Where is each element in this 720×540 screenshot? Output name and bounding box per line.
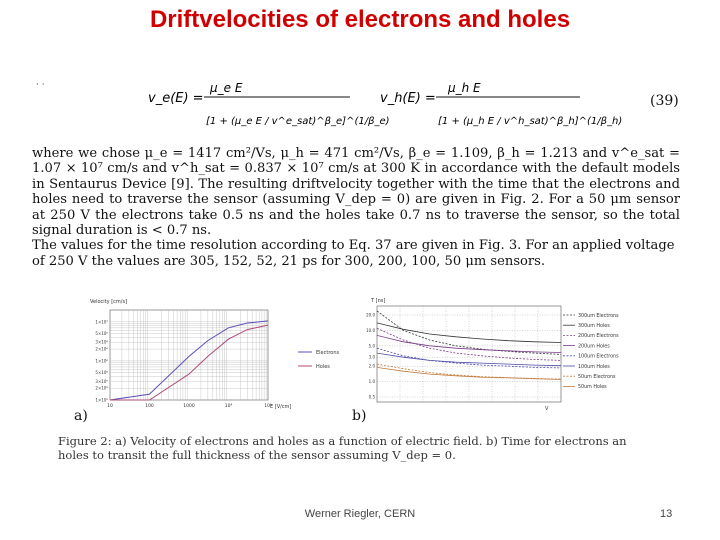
slide-title: Driftvelocities of electrons and holes <box>149 6 571 33</box>
transit-time-chart-grid <box>377 306 561 402</box>
transit-y-tick: 0.5 <box>368 394 375 400</box>
transit-legend-label: 200um Electrons <box>578 334 619 340</box>
ve-denominator: [1 + (μ_e E / v^e_sat)^β_e]^(1/β_e) <box>206 116 390 127</box>
velocity-chart-xlabel: E [V/cm] <box>270 404 292 410</box>
transit-legend-label: 300um Electrons <box>578 313 619 319</box>
transit-y-tick: 10.0 <box>366 327 375 333</box>
velocity-x-tick: 10⁴ <box>224 404 233 409</box>
transit-legend-label: 300um Holes <box>578 324 610 329</box>
velocity-y-tick: 1×10⁵ <box>95 397 108 403</box>
velocity-y-tick: 2×10⁵ <box>95 385 108 391</box>
transit-time-chart-xlabel: V <box>545 406 549 412</box>
velocity-chart <box>80 296 350 416</box>
transit-time-chart-ylabel: T [ns] <box>371 298 386 304</box>
margin-mark: · · <box>36 80 45 90</box>
transit-legend-label: 50um Electrons <box>578 375 616 380</box>
velocity-x-tick: 10 <box>107 404 113 409</box>
equation-svg <box>140 80 660 142</box>
page-number: 13 <box>660 508 673 520</box>
paragraph-text-1: where we chose μ_e = 1417 cm²/Vs, μ_h = 471 cm²/Vs, β_e = 1.109, β_h = 1.213 and v^e_sat = 1.07 × 10⁷ cm/s and v^h_sat = 0.837 × 10⁷ cm/s at 300 K in accordance with the default models in Sentaurus Device [9]. The resulting driftvelocity together with the time that the electrons and holes need to traverse the sensor (assuming V_dep = 0) are given in Fig. 2. For a 50 μm sensor at 250 V the electrons take 0.5 ns and the holes take 0.7 ns to traverse the sensor, so the total signal duration is < 0.7 ns. <box>32 146 680 239</box>
transit-time-chart-ticks <box>366 313 375 400</box>
transit-y-tick: 2.0 <box>368 363 375 369</box>
velocity-legend-label: Electrons <box>316 350 340 356</box>
figure-caption: Figure 2: a) Velocity of electrons and holes as a function of electric field. b) Time for electrons an holes to transit the full thickness of the sensor assuming V_dep = 0. <box>58 434 627 462</box>
transit-y-tick: 20.0 <box>366 312 375 318</box>
footer-author: Werner Riegler, CERN <box>304 508 416 520</box>
equation-number: (39) <box>650 93 679 109</box>
body-paragraph <box>32 146 680 269</box>
velocity-chart-legend <box>298 350 340 370</box>
transit-time-chart <box>355 296 680 416</box>
velocity-y-tick: 3×10⁶ <box>95 339 108 345</box>
transit-legend-label: 100um Holes <box>578 364 610 370</box>
transit-legend-label: 200um Holes <box>578 344 610 350</box>
velocity-x-tick: 100 <box>145 404 154 409</box>
velocity-x-tick: 10⁵ <box>264 404 272 409</box>
velocity-chart-ylabel: Velocity [cm/s] <box>90 299 128 305</box>
transit-time-chart-legend <box>563 313 619 390</box>
transit-legend-label: 100um Electrons <box>578 354 619 360</box>
velocity-legend-label: Holes <box>316 364 330 370</box>
transit-legend-label: 50um Holes <box>578 385 607 391</box>
transit-y-tick: 5.0 <box>368 343 375 349</box>
ve-numerator: μ_e E <box>210 81 243 95</box>
figure-label-b: b) <box>352 408 367 424</box>
ve-lhs: v_e(E) = <box>148 91 204 106</box>
vh-lhs: v_h(E) = <box>380 91 436 106</box>
transit-y-tick: 3.0 <box>368 354 375 360</box>
vh-denominator: [1 + (μ_h E / v^h_sat)^β_h]^(1/β_h) <box>438 116 623 127</box>
paragraph-text-2: The values for the time resolution according to Eq. 37 are given in Fig. 3. For an applied voltage of 250 V the values are 305, 152, 52, 21 ps for 300, 200, 100, 50 μm sensors. <box>32 238 675 269</box>
velocity-y-tick: 1×10⁷ <box>95 319 108 325</box>
velocity-y-tick: 3×10⁵ <box>95 378 108 384</box>
velocity-x-tick: 1000 <box>183 404 195 409</box>
figure-label-a: a) <box>74 408 88 424</box>
vh-numerator: μ_h E <box>448 81 481 95</box>
velocity-y-tick: 5×10⁶ <box>95 331 108 337</box>
velocity-y-tick: 2×10⁶ <box>95 346 108 352</box>
velocity-y-tick: 1×10⁶ <box>95 358 108 364</box>
velocity-y-tick: 5×10⁵ <box>95 370 108 376</box>
transit-y-tick: 1.0 <box>368 379 375 385</box>
